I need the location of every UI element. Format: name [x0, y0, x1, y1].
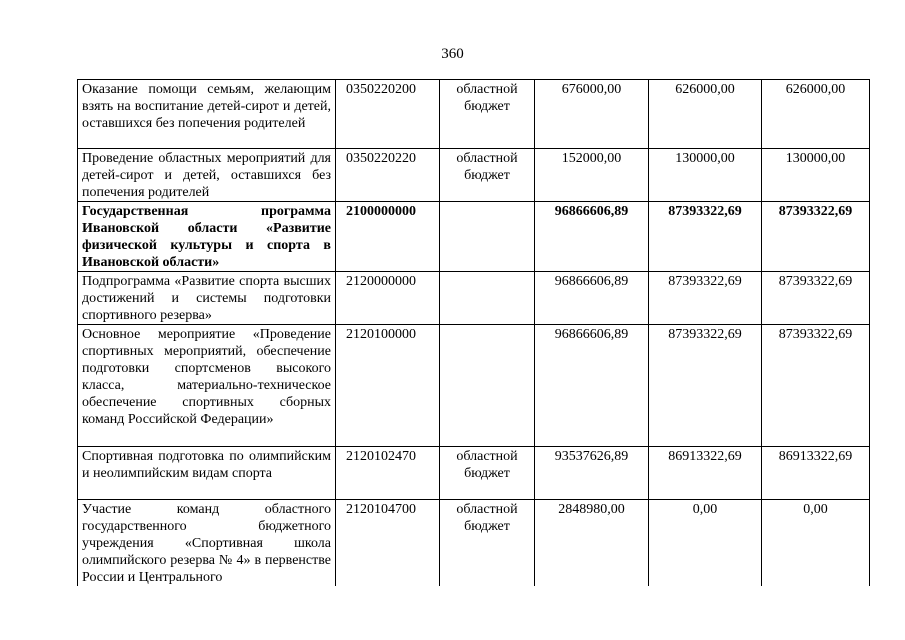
row-amount-year2: 130000,00	[649, 149, 762, 202]
row-amount-year2: 87393322,69	[649, 272, 762, 325]
row-code: 2120100000	[336, 325, 440, 447]
row-amount-year3: 87393322,69	[762, 325, 870, 447]
row-code: 2100000000	[336, 202, 440, 272]
table-row	[78, 272, 870, 325]
row-amount-year3: 86913322,69	[762, 447, 870, 500]
row-amount-year2: 0,00	[649, 500, 762, 587]
table-row	[78, 202, 870, 272]
row-amount-year3: 87393322,69	[762, 202, 870, 272]
row-source: областной бюджет	[440, 149, 535, 202]
row-name: Спортивная подготовка по олимпийским и неолимпийским видам спорта	[78, 447, 336, 500]
row-source	[440, 272, 535, 325]
row-amount-year2: 87393322,69	[649, 325, 762, 447]
row-source	[440, 325, 535, 447]
row-source: областной бюджет	[440, 80, 535, 149]
row-amount-year1: 93537626,89	[535, 447, 649, 500]
row-code: 2120104700	[336, 500, 440, 587]
table-row	[78, 500, 870, 587]
page-number: 360	[441, 46, 464, 62]
row-source: областной бюджет	[440, 447, 535, 500]
row-name: Подпрограмма «Развитие спорта высших достижений и системы подготовки спортивного резерва»	[78, 272, 336, 325]
row-amount-year1: 96866606,89	[535, 202, 649, 272]
table-row	[78, 149, 870, 202]
row-amount-year1: 96866606,89	[535, 325, 649, 447]
row-name: Государственная программа Ивановской области «Развитие физической культуры и спорта в Ивановской области»	[78, 202, 336, 272]
row-amount-year2: 87393322,69	[649, 202, 762, 272]
row-amount-year3: 0,00	[762, 500, 870, 587]
row-name: Участие команд областного государственного бюджетного учреждения «Спортивная школа олимпийского резерва № 4» в первенстве России и Центрального	[78, 500, 336, 587]
table-row	[78, 447, 870, 500]
row-amount-year1: 152000,00	[535, 149, 649, 202]
row-code: 0350220200	[336, 80, 440, 149]
row-name: Проведение областных мероприятий для детей-сирот и детей, оставшихся без попечения родителей	[78, 149, 336, 202]
row-amount-year1: 96866606,89	[535, 272, 649, 325]
row-amount-year3: 130000,00	[762, 149, 870, 202]
row-code: 2120000000	[336, 272, 440, 325]
table-row	[78, 80, 870, 149]
row-code: 0350220220	[336, 149, 440, 202]
row-name: Оказание помощи семьям, желающим взять на воспитание детей-сирот и детей, оставшихся без попечения родителей	[78, 80, 336, 149]
row-amount-year2: 86913322,69	[649, 447, 762, 500]
row-name: Основное мероприятие «Проведение спортивных мероприятий, обеспечение подготовки спортсменов высокого класса, материально-техническое обеспечение спортивных сборных команд Российской Федерации»	[78, 325, 336, 447]
row-amount-year1: 676000,00	[535, 80, 649, 149]
budget-table	[77, 79, 870, 586]
row-amount-year3: 626000,00	[762, 80, 870, 149]
table-row	[78, 325, 870, 447]
row-amount-year3: 87393322,69	[762, 272, 870, 325]
row-source	[440, 202, 535, 272]
row-source: областной бюджет	[440, 500, 535, 587]
row-amount-year1: 2848980,00	[535, 500, 649, 587]
row-code: 2120102470	[336, 447, 440, 500]
row-amount-year2: 626000,00	[649, 80, 762, 149]
